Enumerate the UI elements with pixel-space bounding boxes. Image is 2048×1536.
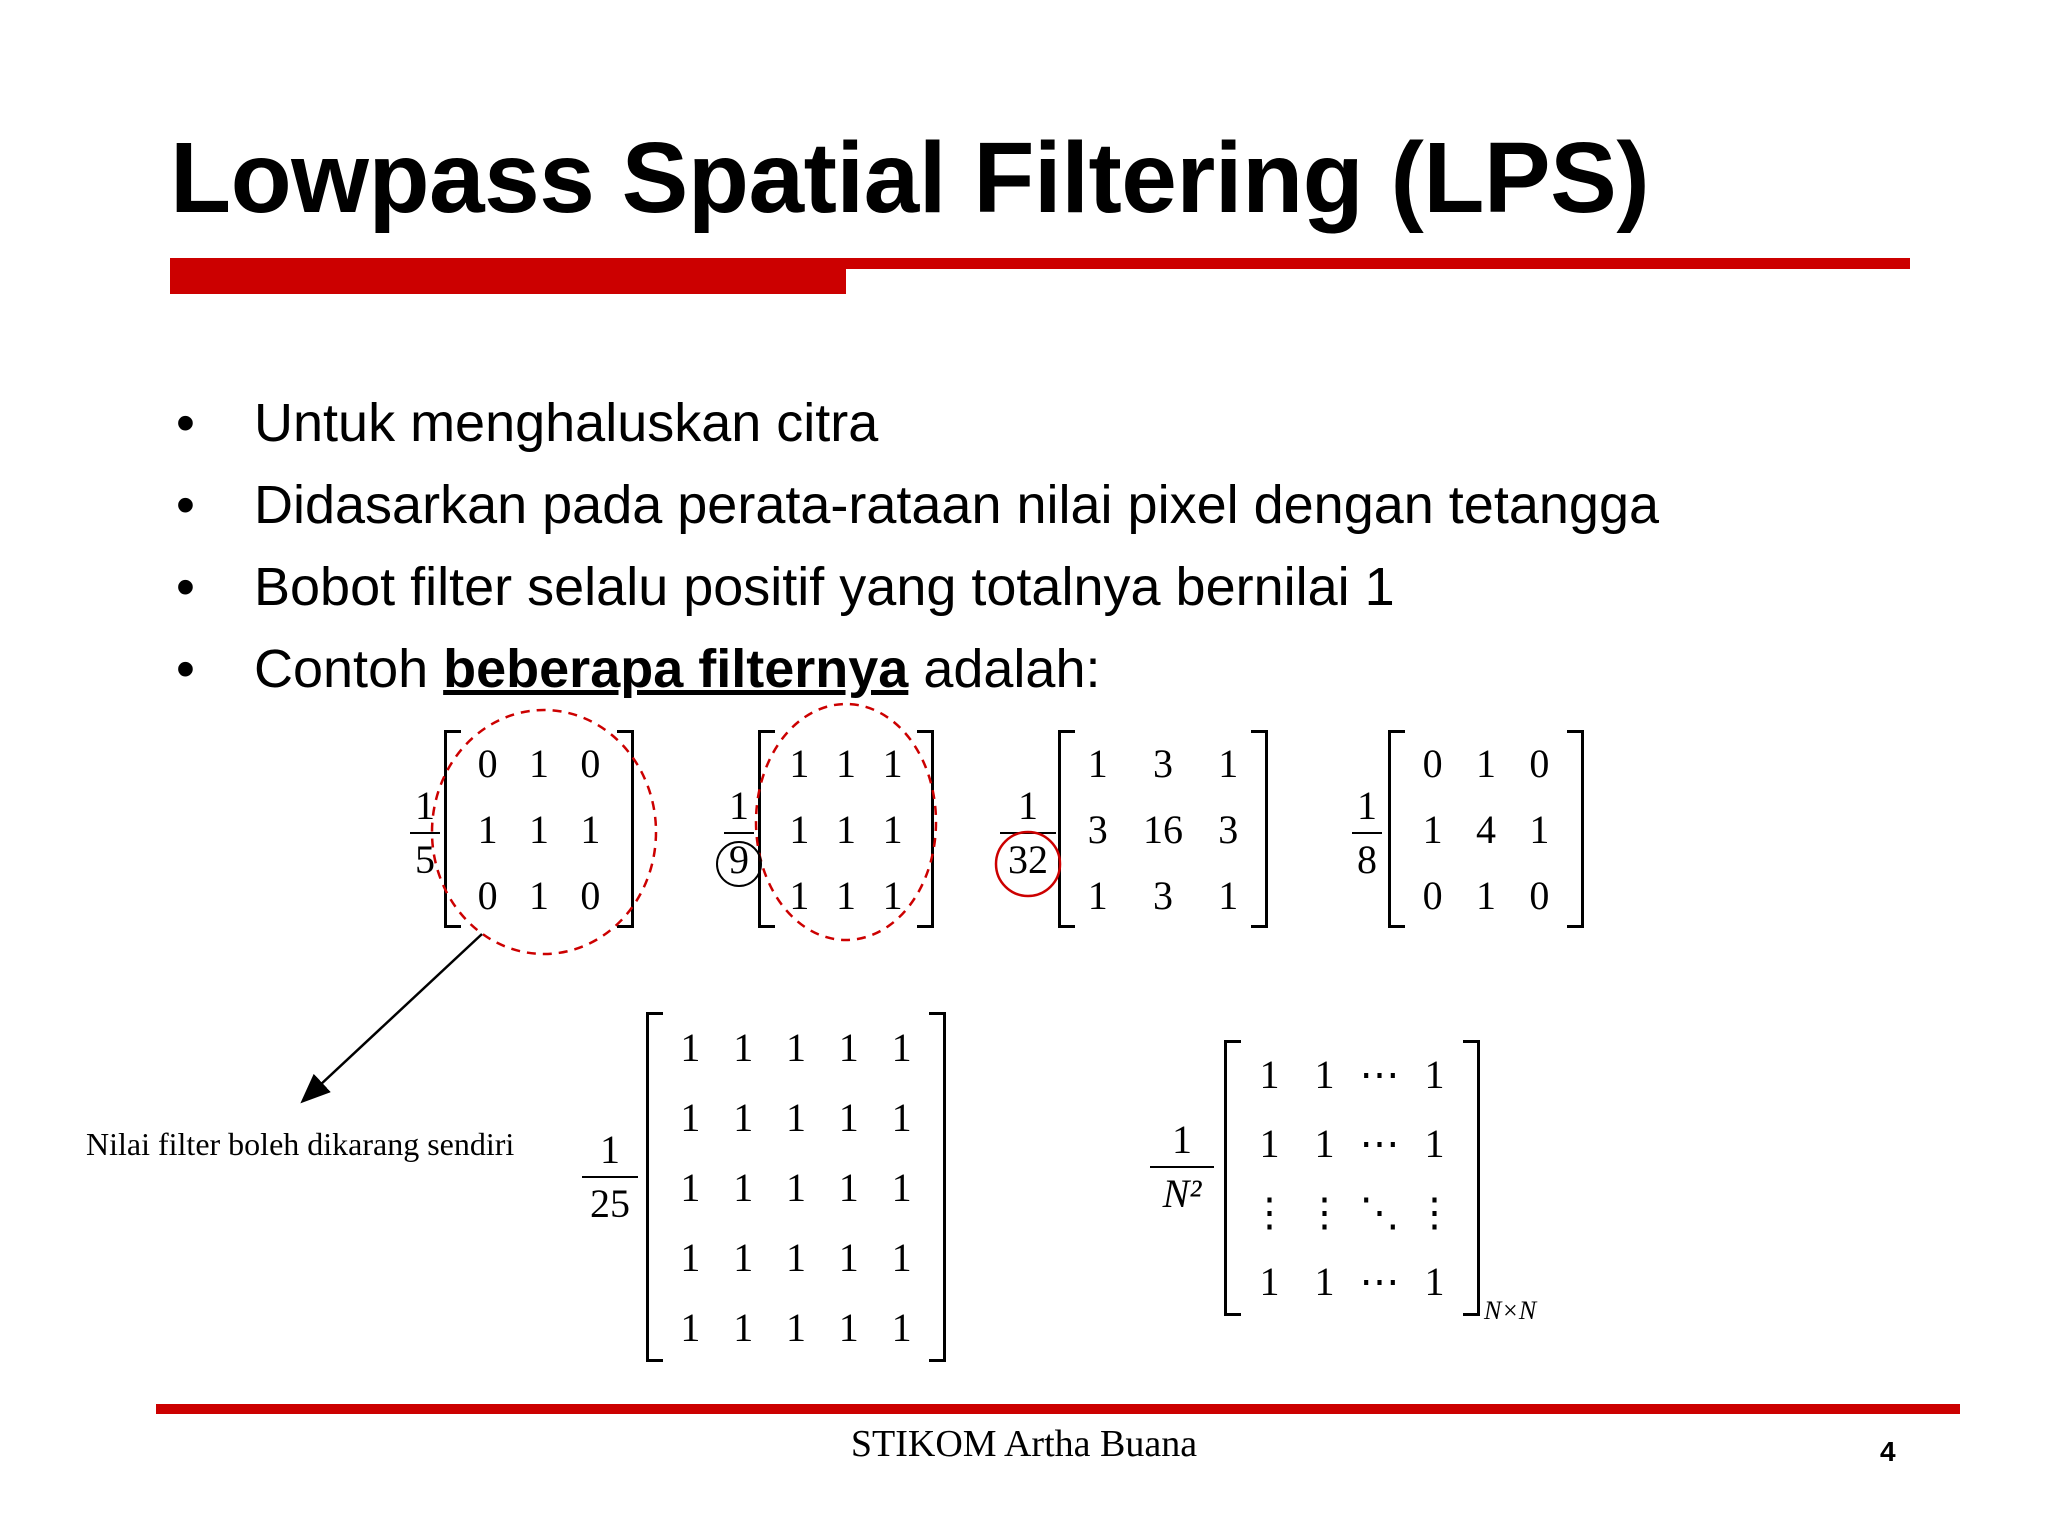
matrix-cell: 1 <box>838 1094 859 1140</box>
matrix-cell: 1 <box>680 1024 701 1070</box>
matrix-cell: ⋱ <box>1359 1190 1400 1235</box>
matrix-cell: 1 <box>477 806 498 852</box>
matrix-cell: 1 <box>1087 872 1108 918</box>
filter-4-numerator: 1 <box>1357 783 1377 828</box>
bullet-text: Didasarkan pada perata-rataan nilai pixel dengan tetangga <box>254 475 1660 535</box>
matrix-cell: 1 <box>1475 740 1496 786</box>
matrix-cell: 3 <box>1087 806 1108 852</box>
circle-highlight-9 <box>717 842 761 886</box>
matrix-cell: 1 <box>733 1304 754 1350</box>
matrix-cell: 1 <box>1314 1052 1335 1097</box>
matrix-cell: 1 <box>838 1024 859 1070</box>
matrix-cell: 1 <box>528 872 549 918</box>
matrix-cell: 3 <box>1153 872 1173 918</box>
bullet-dot: • <box>176 393 195 453</box>
matrix-cell: 0 <box>580 872 601 918</box>
matrix-cell: 1 <box>1475 872 1496 918</box>
matrix-cell: 1 <box>838 1304 859 1350</box>
matrix-cell: 3 <box>1153 740 1173 786</box>
matrix-cell: 1 <box>1087 740 1108 786</box>
matrix-cell: 3 <box>1218 806 1239 852</box>
filter-6-denominator: N² <box>1162 1171 1202 1216</box>
matrix-cell: 1 <box>733 1094 754 1140</box>
matrix-cell: ⋯ <box>1359 1052 1400 1097</box>
matrix-cell: 1 <box>680 1164 701 1210</box>
bullet-text-before: Contoh <box>254 639 444 699</box>
matrix-cell: 1 <box>835 872 856 918</box>
filter-1-denominator: 5 <box>415 837 435 882</box>
matrix-cell: 1 <box>1259 1259 1280 1304</box>
filter-2-numerator: 1 <box>729 783 749 828</box>
matrix-cell: 1 <box>528 806 549 852</box>
bullet-text-after: adalah: <box>908 639 1101 699</box>
circle-highlight-32 <box>996 832 1060 896</box>
matrix-cell: 1 <box>882 806 903 852</box>
filter-2-denominator: 9 <box>729 837 749 882</box>
matrix-cell: ⋮ <box>1304 1190 1345 1235</box>
matrix-cell: 16 <box>1143 806 1183 852</box>
matrix-cell: 1 <box>733 1234 754 1280</box>
matrix-cell: 1 <box>882 740 903 786</box>
bullet-text: Bobot filter selalu positif yang totalnya bernilai 1 <box>254 557 1395 617</box>
matrix-cell: 1 <box>680 1234 701 1280</box>
matrix-cell: ⋮ <box>1414 1190 1455 1235</box>
matrix-cell: 0 <box>1422 740 1443 786</box>
bullet-dot: • <box>176 475 195 535</box>
matrix-cell: 1 <box>882 872 903 918</box>
matrix-cell: 1 <box>1424 1259 1445 1304</box>
matrix-cell: 1 <box>835 806 856 852</box>
matrix-cell: 1 <box>838 1234 859 1280</box>
bullet-emphasis: beberapa filternya <box>443 639 909 699</box>
slide-title: Lowpass Spatial Filtering (LPS) <box>170 122 1650 234</box>
matrix-cell: 1 <box>835 740 856 786</box>
matrix-cell: 1 <box>1529 806 1550 852</box>
footer-rule <box>156 1404 1960 1414</box>
matrix-cell: 1 <box>733 1164 754 1210</box>
matrix-cell: 0 <box>1529 740 1550 786</box>
page-number: 4 <box>1880 1436 1896 1467</box>
matrix-cell: 1 <box>1424 1052 1445 1097</box>
matrix-cell: 1 <box>785 1234 806 1280</box>
matrix-cell: 1 <box>785 1164 806 1210</box>
matrix-cell: 1 <box>789 872 810 918</box>
filter-1-numerator: 1 <box>415 783 435 828</box>
matrix-cell: 1 <box>1314 1121 1335 1166</box>
filter-5-numerator: 1 <box>600 1127 620 1172</box>
filter-6-dimension: N×N <box>1484 1296 1537 1325</box>
matrix-cell: 1 <box>1259 1121 1280 1166</box>
filter-6-numerator: 1 <box>1172 1117 1192 1162</box>
matrix-cell: 1 <box>680 1094 701 1140</box>
matrix-cell: 1 <box>891 1024 912 1070</box>
matrix-cell: ⋮ <box>1249 1190 1290 1235</box>
matrix-cell: 1 <box>1218 740 1239 786</box>
dashed-circle-highlight <box>756 704 936 940</box>
filter-5-denominator: 25 <box>590 1181 630 1226</box>
matrix-cell: 1 <box>1218 872 1239 918</box>
matrix-cell: 1 <box>789 740 810 786</box>
matrix-cell: 1 <box>838 1164 859 1210</box>
matrix-cell: 0 <box>580 740 601 786</box>
matrix-cell: 0 <box>1422 872 1443 918</box>
arrow-to-note <box>304 934 482 1100</box>
matrix-cell: 1 <box>891 1164 912 1210</box>
matrix-cell: 1 <box>789 806 810 852</box>
matrix-cell: 1 <box>785 1024 806 1070</box>
bullet-text: Untuk menghaluskan citra <box>254 393 879 453</box>
matrix-cell: 1 <box>1422 806 1443 852</box>
matrix-cell: 0 <box>1529 872 1550 918</box>
bullet-dot: • <box>176 639 195 699</box>
matrix-cell: 1 <box>1314 1259 1335 1304</box>
matrix-cell: 4 <box>1475 806 1496 852</box>
annotation-note: Nilai filter boleh dikarang sendiri <box>86 1126 515 1162</box>
matrix-cell: 1 <box>785 1304 806 1350</box>
filter-4-denominator: 8 <box>1357 837 1377 882</box>
matrix-cell: 1 <box>528 740 549 786</box>
filter-3-numerator: 1 <box>1018 783 1038 828</box>
matrix-cell: ⋯ <box>1359 1259 1400 1304</box>
matrix-cell: 1 <box>680 1304 701 1350</box>
matrix-cell: 1 <box>785 1094 806 1140</box>
matrix-cell: 1 <box>1424 1121 1445 1166</box>
matrix-cell: 1 <box>733 1024 754 1070</box>
matrix-cell: 0 <box>477 740 498 786</box>
matrix-cell: ⋯ <box>1359 1121 1400 1166</box>
matrix-cell: 0 <box>477 872 498 918</box>
matrix-cell: 1 <box>580 806 601 852</box>
filter-3-denominator: 32 <box>1008 837 1048 882</box>
matrix-cell: 1 <box>891 1234 912 1280</box>
matrix-cell: 1 <box>1259 1052 1280 1097</box>
footer-org: STIKOM Artha Buana <box>850 1423 1198 1465</box>
bullet-dot: • <box>176 557 195 617</box>
dashed-circle-highlight <box>432 710 656 954</box>
matrix-cell: 1 <box>891 1304 912 1350</box>
matrix-cell: 1 <box>891 1094 912 1140</box>
